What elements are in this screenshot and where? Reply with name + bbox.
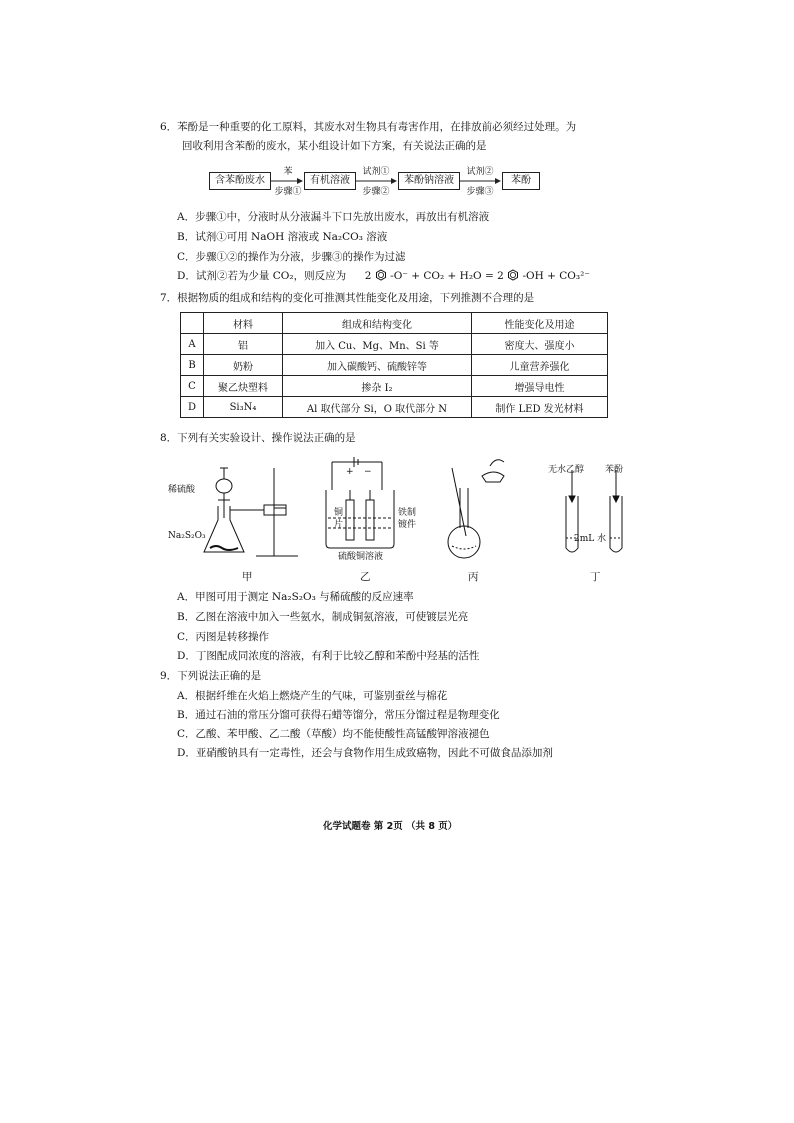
- label-cuso4-solution: 硫酸铜溶液: [338, 552, 384, 562]
- flow-arrow3-top: 试剂②: [466, 167, 494, 177]
- table-header-cell: 材料: [204, 313, 283, 334]
- q8-option-a: A．甲图可用于测定 Na₂S₂O₃ 与稀硫酸的反应速率: [177, 591, 414, 603]
- q6-option-c: C．步骤①②的操作为分液，步骤③的操作为过滤: [177, 251, 406, 263]
- q6-eq-end: -OH + CO₃²⁻: [522, 270, 590, 282]
- page-footer: 化学试题卷 第 2页 （共 8 页）: [323, 821, 458, 832]
- q6-stem-line1: 6．苯酚是一种重要的化工原料，其废水对生物具有毒害作用，在排放前必须经过处理。为: [160, 121, 577, 133]
- table-header-row: [181, 313, 608, 334]
- q6-stem-line2: 回收利用含苯酚的废水，某小组设计如下方案，有关说法正确的是: [182, 140, 487, 152]
- caption-yi: 乙: [360, 571, 371, 583]
- benzene-ring-icon: [507, 269, 519, 281]
- q9-option-c: C．乙酸、苯甲酸、乙二酸（草酸）均不能使酸性高锰酸钾溶液褪色: [177, 728, 490, 740]
- q7-table: [180, 312, 608, 418]
- q6-eq-middle: -O⁻ + CO₂ + H₂O = 2: [390, 270, 504, 282]
- q9-option-d: D．亚硝酸钠具有一定毒性，还会与食物作用生成致癌物，因此不可做食品添加剂: [177, 747, 553, 759]
- label-na2s2o3: Na₂S₂O₃: [168, 531, 206, 541]
- q6-option-d-prefix: D．试剂②若为少量 CO₂，则反应为: [177, 270, 347, 282]
- table-row: [181, 376, 608, 397]
- table-header-cell: 性能变化及用途: [472, 313, 608, 334]
- caption-ding: 丁: [590, 571, 601, 583]
- q8-option-d: D．丁图配成同浓度的溶液，有利于比较乙醇和苯酚中羟基的活性: [177, 650, 480, 662]
- table-cell: 制作 LED 发光材料: [472, 397, 608, 418]
- q8-option-b: B．乙图在溶液中加入一些氨水，制成铜氨溶液，可使镀层光亮: [177, 611, 469, 623]
- table-row: [181, 397, 608, 418]
- flow-arrow1-bottom: 步骤①: [274, 187, 302, 197]
- apparatus-yi: [326, 457, 394, 548]
- label-plated-item: 镀件: [398, 520, 417, 530]
- q9-option-b: B．通过石油的常压分馏可获得石蜡等馏分，常压分馏过程是物理变化: [177, 709, 500, 721]
- flow-box-phenol: 苯酚: [502, 172, 540, 190]
- q9-option-a: A．根据纤维在火焰上燃烧产生的气味，可鉴别蚕丝与棉花: [177, 690, 448, 702]
- q7-stem: 7．根据物质的组成和结构的变化可推测其性能变化及用途，下列推测不合理的是: [160, 292, 535, 304]
- table-cell: 密度大、强度小: [472, 334, 608, 355]
- table-header-cell: 组成和结构变化: [283, 313, 472, 334]
- q9-stem: 9．下列说法正确的是: [160, 670, 262, 682]
- caption-jia: 甲: [242, 571, 253, 583]
- q8-stem: 8．下列有关实验设计、操作说法正确的是: [160, 432, 356, 444]
- table-cell: 儿童营养强化: [472, 355, 608, 376]
- table-cell: D: [181, 397, 204, 418]
- flow-arrow3-bottom: 步骤③: [466, 187, 494, 197]
- flow-box-wastewater: 含苯酚废水: [209, 172, 271, 190]
- q6-option-b: B．试剂①可用 NaOH 溶液或 Na₂CO₃ 溶液: [177, 231, 388, 243]
- q6-eq-coef: 2: [364, 270, 372, 282]
- q6-option-d: [177, 268, 590, 283]
- apparatus-jia: [204, 468, 298, 556]
- table-cell: A: [181, 334, 204, 355]
- svg-text:−: −: [364, 467, 372, 477]
- flow-box-sodium-phenolate: 苯酚钠溶液: [398, 172, 460, 190]
- apparatus-bing: [448, 460, 504, 558]
- table-cell: 掺杂 I₂: [283, 376, 472, 397]
- label-anhydrous-ethanol: 无水乙醇: [548, 465, 585, 475]
- table-cell: 铝: [204, 334, 283, 355]
- table-cell: Si₃N₄: [204, 397, 283, 418]
- label-phenol: 苯酚: [605, 465, 624, 475]
- flow-arrow2-top: 试剂①: [362, 167, 390, 177]
- label-2ml-water: 2mL 水: [574, 534, 607, 544]
- table-cell: 加入碳酸钙、硫酸锌等: [283, 355, 472, 376]
- label-iron: 铁制: [398, 508, 417, 518]
- table-cell: Al 取代部分 Si，O 取代部分 N: [283, 397, 472, 418]
- table-cell: 聚乙炔塑料: [204, 376, 283, 397]
- table-cell: B: [181, 355, 204, 376]
- label-copper: 铜: [334, 508, 344, 518]
- table-cell: 奶粉: [204, 355, 283, 376]
- label-sheet: 片: [334, 520, 344, 530]
- flow-box-organic: 有机溶液: [304, 172, 356, 190]
- benzene-ring-icon: [375, 269, 387, 281]
- table-row: [181, 334, 608, 355]
- flow-arrow2-bottom: 步骤②: [362, 187, 390, 197]
- table-row: [181, 355, 608, 376]
- table-cell: 加入 Cu、Mg、Mn、Si 等: [283, 334, 472, 355]
- table-header-cell: [181, 313, 204, 334]
- label-dilute-acid: 稀硫酸: [168, 485, 196, 495]
- table-cell: 增强导电性: [472, 376, 608, 397]
- table-cell: C: [181, 376, 204, 397]
- q6-option-a: A．步骤①中，分液时从分液漏斗下口先放出废水，再放出有机溶液: [177, 211, 490, 223]
- svg-text:+: +: [346, 467, 354, 477]
- caption-bing: 丙: [468, 571, 479, 583]
- q8-option-c: C．丙图是转移操作: [177, 631, 270, 643]
- flow-arrow1-top: 苯: [283, 167, 293, 177]
